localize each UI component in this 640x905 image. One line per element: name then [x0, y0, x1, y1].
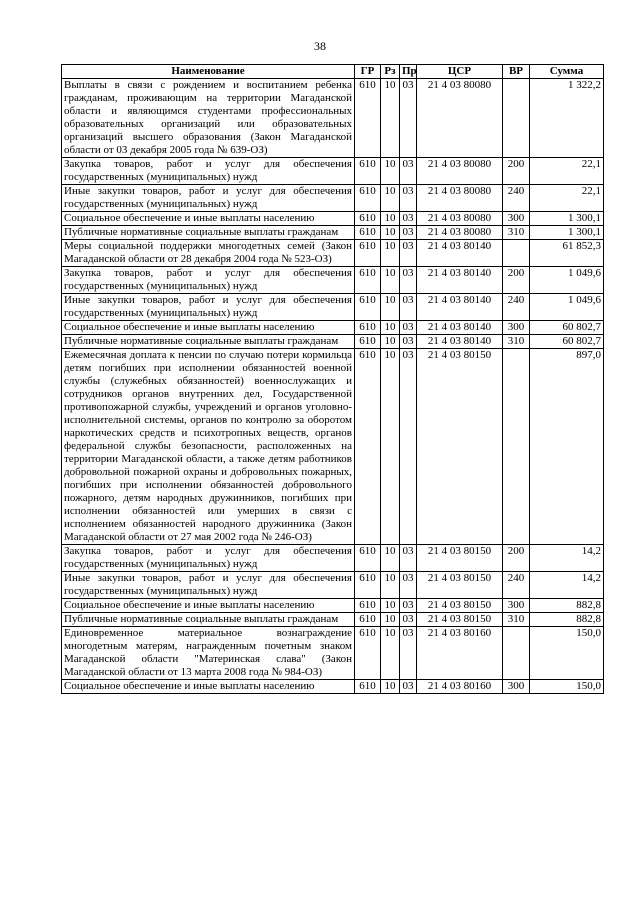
cell-csr: 21 4 03 80150 [417, 572, 503, 599]
cell-vr [503, 79, 530, 158]
cell-pr: 03 [400, 185, 417, 212]
cell-sum: 150,0 [530, 627, 604, 680]
table-row [62, 79, 604, 158]
cell-pr: 03 [400, 240, 417, 267]
header-gr: ГР [355, 65, 381, 79]
table-row [62, 680, 604, 694]
cell-rz: 10 [381, 240, 400, 267]
cell-gr: 610 [355, 294, 381, 321]
table-row [62, 294, 604, 321]
cell-sum: 22,1 [530, 185, 604, 212]
cell-name: Выплаты в связи с рождением и воспитанием ребенка гражданам, проживающим на территории Магаданской области и являющимся студентами профессиональных образовательных организаций или образовательных организаций высшего образования (Закон Магаданской области от 03 декабря 2005 года № 639-ОЗ) [62, 79, 355, 158]
cell-pr: 03 [400, 349, 417, 545]
cell-sum: 1 322,2 [530, 79, 604, 158]
cell-csr: 21 4 03 80140 [417, 240, 503, 267]
cell-rz: 10 [381, 613, 400, 627]
cell-name: Иные закупки товаров, работ и услуг для обеспечения государственных (муниципальных) нужд [62, 294, 355, 321]
cell-vr: 310 [503, 226, 530, 240]
table-row [62, 267, 604, 294]
cell-name: Меры социальной поддержки многодетных семей (Закон Магаданской области от 28 декабря 2004 года № 523-ОЗ) [62, 240, 355, 267]
cell-csr: 21 4 03 80080 [417, 212, 503, 226]
cell-pr: 03 [400, 335, 417, 349]
cell-name: Публичные нормативные социальные выплаты гражданам [62, 226, 355, 240]
cell-vr: 200 [503, 158, 530, 185]
cell-pr: 03 [400, 572, 417, 599]
cell-gr: 610 [355, 349, 381, 545]
page-number: 38 [314, 39, 326, 53]
cell-name: Публичные нормативные социальные выплаты гражданам [62, 335, 355, 349]
cell-sum: 60 802,7 [530, 335, 604, 349]
cell-pr: 03 [400, 613, 417, 627]
cell-csr: 21 4 03 80160 [417, 680, 503, 694]
cell-gr: 610 [355, 627, 381, 680]
cell-sum: 60 802,7 [530, 321, 604, 335]
table-row [62, 240, 604, 267]
table-row [62, 572, 604, 599]
cell-rz: 10 [381, 599, 400, 613]
cell-csr: 21 4 03 80150 [417, 545, 503, 572]
cell-sum: 1 300,1 [530, 226, 604, 240]
table-row [62, 212, 604, 226]
cell-sum: 882,8 [530, 613, 604, 627]
cell-vr: 310 [503, 335, 530, 349]
cell-csr: 21 4 03 80160 [417, 627, 503, 680]
cell-sum: 14,2 [530, 572, 604, 599]
cell-rz: 10 [381, 294, 400, 321]
cell-vr: 200 [503, 545, 530, 572]
cell-sum: 882,8 [530, 599, 604, 613]
cell-vr: 300 [503, 212, 530, 226]
header-rz: Рз [381, 65, 400, 79]
cell-pr: 03 [400, 79, 417, 158]
cell-vr: 300 [503, 680, 530, 694]
cell-csr: 21 4 03 80140 [417, 267, 503, 294]
cell-gr: 610 [355, 572, 381, 599]
cell-gr: 610 [355, 267, 381, 294]
cell-vr: 200 [503, 267, 530, 294]
header-vr: ВР [503, 65, 530, 79]
cell-csr: 21 4 03 80080 [417, 226, 503, 240]
table-row [62, 599, 604, 613]
table-row [62, 349, 604, 545]
cell-vr: 300 [503, 599, 530, 613]
cell-rz: 10 [381, 79, 400, 158]
cell-sum: 1 300,1 [530, 212, 604, 226]
cell-gr: 610 [355, 599, 381, 613]
cell-rz: 10 [381, 627, 400, 680]
cell-name: Социальное обеспечение и иные выплаты населению [62, 599, 355, 613]
cell-vr: 240 [503, 185, 530, 212]
cell-vr [503, 627, 530, 680]
cell-pr: 03 [400, 294, 417, 321]
table-row [62, 226, 604, 240]
cell-vr: 300 [503, 321, 530, 335]
cell-gr: 610 [355, 79, 381, 158]
cell-name: Иные закупки товаров, работ и услуг для обеспечения государственных (муниципальных) нужд [62, 185, 355, 212]
cell-gr: 610 [355, 212, 381, 226]
cell-pr: 03 [400, 226, 417, 240]
cell-rz: 10 [381, 212, 400, 226]
table-row [62, 185, 604, 212]
cell-gr: 610 [355, 158, 381, 185]
cell-gr: 610 [355, 613, 381, 627]
cell-csr: 21 4 03 80150 [417, 349, 503, 545]
cell-csr: 21 4 03 80150 [417, 599, 503, 613]
cell-csr: 21 4 03 80080 [417, 158, 503, 185]
cell-pr: 03 [400, 627, 417, 680]
cell-vr [503, 240, 530, 267]
cell-csr: 21 4 03 80140 [417, 335, 503, 349]
cell-csr: 21 4 03 80080 [417, 79, 503, 158]
cell-vr: 310 [503, 613, 530, 627]
cell-gr: 610 [355, 321, 381, 335]
cell-rz: 10 [381, 226, 400, 240]
cell-name: Социальное обеспечение и иные выплаты населению [62, 212, 355, 226]
header-csr: ЦСР [417, 65, 503, 79]
cell-sum: 61 852,3 [530, 240, 604, 267]
table-header-row [62, 65, 604, 79]
budget-table [61, 64, 604, 694]
cell-rz: 10 [381, 185, 400, 212]
cell-csr: 21 4 03 80140 [417, 321, 503, 335]
cell-pr: 03 [400, 321, 417, 335]
cell-rz: 10 [381, 335, 400, 349]
cell-name: Публичные нормативные социальные выплаты гражданам [62, 613, 355, 627]
cell-name: Социальное обеспечение и иные выплаты населению [62, 321, 355, 335]
cell-rz: 10 [381, 572, 400, 599]
cell-sum: 1 049,6 [530, 294, 604, 321]
cell-rz: 10 [381, 349, 400, 545]
cell-name: Социальное обеспечение и иные выплаты населению [62, 680, 355, 694]
table-row [62, 158, 604, 185]
cell-sum: 897,0 [530, 349, 604, 545]
cell-name: Закупка товаров, работ и услуг для обеспечения государственных (муниципальных) нужд [62, 158, 355, 185]
table-row [62, 321, 604, 335]
cell-rz: 10 [381, 680, 400, 694]
cell-pr: 03 [400, 545, 417, 572]
cell-csr: 21 4 03 80140 [417, 294, 503, 321]
cell-vr: 240 [503, 572, 530, 599]
header-name: Наименование [62, 65, 355, 79]
cell-pr: 03 [400, 267, 417, 294]
header-sum: Сумма [530, 65, 604, 79]
cell-gr: 610 [355, 185, 381, 212]
table-row [62, 613, 604, 627]
cell-csr: 21 4 03 80080 [417, 185, 503, 212]
cell-name: Единовременное материальное вознаграждение многодетным матерям, награжденным почетным знаком Магаданской области "Материнская слава" (Закон Магаданской области от 13 марта 2008 года № 984-ОЗ) [62, 627, 355, 680]
cell-pr: 03 [400, 212, 417, 226]
cell-vr: 240 [503, 294, 530, 321]
cell-sum: 22,1 [530, 158, 604, 185]
cell-gr: 610 [355, 226, 381, 240]
header-pr: Пр [400, 65, 417, 79]
cell-sum: 150,0 [530, 680, 604, 694]
cell-gr: 610 [355, 545, 381, 572]
cell-gr: 610 [355, 240, 381, 267]
cell-pr: 03 [400, 680, 417, 694]
cell-rz: 10 [381, 545, 400, 572]
cell-csr: 21 4 03 80150 [417, 613, 503, 627]
cell-gr: 610 [355, 680, 381, 694]
cell-name: Закупка товаров, работ и услуг для обеспечения государственных (муниципальных) нужд [62, 545, 355, 572]
cell-gr: 610 [355, 335, 381, 349]
cell-pr: 03 [400, 158, 417, 185]
table-row [62, 335, 604, 349]
table-row [62, 627, 604, 680]
table-row [62, 545, 604, 572]
cell-vr [503, 349, 530, 545]
cell-name: Ежемесячная доплата к пенсии по случаю потери кормильца детям погибших при исполнении обязанностей военной службы (служебных обязанностей) военнослужащих и сотрудников органов внутренних дел, Государственной противопожарной службы, учреждений и органов уголовно-исполнительной системы, органов по контролю за оборотом наркотических средств и психотропных веществ, органов федеральной службы безопасности, расположенных на территории Магаданской области, а также детям работников добровольной пожарной охраны и добровольных пожарных, погибших при исполнении обязанностей добровольного пожарного, детям народных дружинников, погибших при исполнении обязанностей или умерших в связи с исполнением обязанностей народного дружинника (Закон Магаданской области от 27 мая 2002 года № 246-ОЗ) [62, 349, 355, 545]
cell-rz: 10 [381, 267, 400, 294]
cell-sum: 1 049,6 [530, 267, 604, 294]
cell-sum: 14,2 [530, 545, 604, 572]
cell-name: Закупка товаров, работ и услуг для обеспечения государственных (муниципальных) нужд [62, 267, 355, 294]
table-body [62, 79, 604, 694]
cell-rz: 10 [381, 158, 400, 185]
cell-rz: 10 [381, 321, 400, 335]
cell-pr: 03 [400, 599, 417, 613]
cell-name: Иные закупки товаров, работ и услуг для обеспечения государственных (муниципальных) нужд [62, 572, 355, 599]
